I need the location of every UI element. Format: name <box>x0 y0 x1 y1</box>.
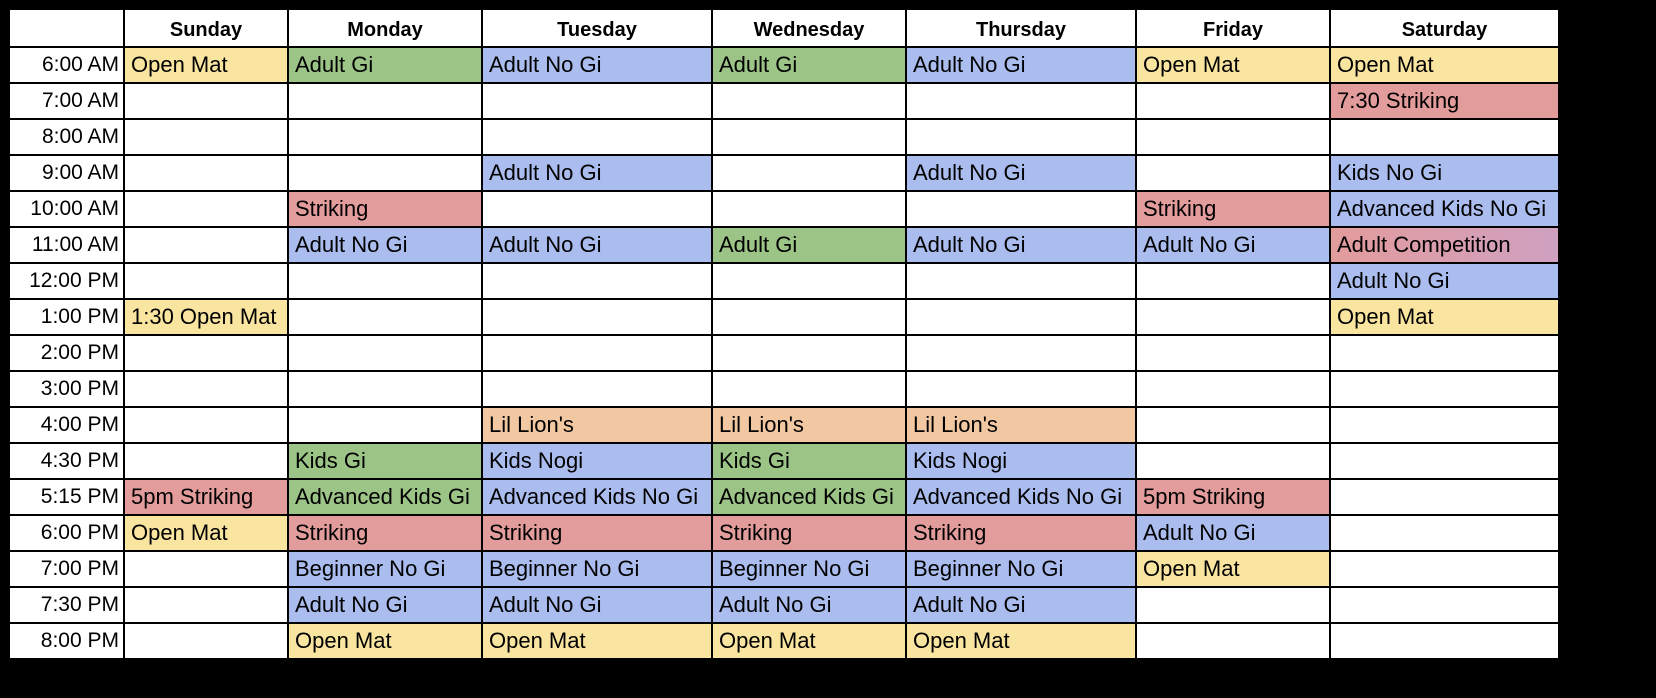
empty-cell <box>124 155 288 191</box>
empty-cell <box>482 119 712 155</box>
day-header-thursday: Thursday <box>906 9 1136 47</box>
time-label: 5:15 PM <box>9 479 124 515</box>
class-cell: Adult Gi <box>712 47 906 83</box>
table-row <box>9 479 1559 515</box>
class-cell: Beginner No Gi <box>906 551 1136 587</box>
empty-cell <box>1330 119 1559 155</box>
class-cell: Adult No Gi <box>906 47 1136 83</box>
empty-cell <box>1136 263 1330 299</box>
table-row <box>9 47 1559 83</box>
class-cell: Adult Gi <box>712 227 906 263</box>
class-cell: Open Mat <box>1136 47 1330 83</box>
time-label: 7:30 PM <box>9 587 124 623</box>
table-row <box>9 443 1559 479</box>
empty-cell <box>124 623 288 659</box>
empty-cell <box>124 83 288 119</box>
empty-cell <box>906 191 1136 227</box>
class-cell: Beginner No Gi <box>482 551 712 587</box>
class-cell: Kids Nogi <box>906 443 1136 479</box>
day-header-monday: Monday <box>288 9 482 47</box>
empty-cell <box>1330 551 1559 587</box>
day-header-tuesday: Tuesday <box>482 9 712 47</box>
time-label: 6:00 AM <box>9 47 124 83</box>
empty-cell <box>124 119 288 155</box>
table-row <box>9 515 1559 551</box>
class-cell: Adult Gi <box>288 47 482 83</box>
time-label: 11:00 AM <box>9 227 124 263</box>
empty-cell <box>1330 515 1559 551</box>
table-row <box>9 371 1559 407</box>
table-row <box>9 83 1559 119</box>
empty-cell <box>288 299 482 335</box>
table-row <box>9 299 1559 335</box>
empty-cell <box>288 407 482 443</box>
day-header-friday: Friday <box>1136 9 1330 47</box>
table-row <box>9 407 1559 443</box>
empty-cell <box>1330 587 1559 623</box>
class-cell: Lil Lion's <box>482 407 712 443</box>
class-cell: 5pm Striking <box>124 479 288 515</box>
empty-cell <box>1330 335 1559 371</box>
class-cell: Adult No Gi <box>1136 227 1330 263</box>
empty-cell <box>288 119 482 155</box>
empty-cell <box>288 155 482 191</box>
class-cell: Striking <box>906 515 1136 551</box>
table-row <box>9 263 1559 299</box>
class-cell: Beginner No Gi <box>712 551 906 587</box>
empty-cell <box>1330 407 1559 443</box>
table-row <box>9 335 1559 371</box>
empty-cell <box>712 263 906 299</box>
table-row <box>9 119 1559 155</box>
corner-cell <box>9 9 124 47</box>
class-cell: 1:30 Open Mat <box>124 299 288 335</box>
class-cell: Open Mat <box>124 47 288 83</box>
empty-cell <box>482 335 712 371</box>
empty-cell <box>1330 479 1559 515</box>
time-label: 6:00 PM <box>9 515 124 551</box>
class-cell: Adult No Gi <box>712 587 906 623</box>
class-cell: Striking <box>1136 191 1330 227</box>
table-row <box>9 155 1559 191</box>
class-cell: Kids No Gi <box>1330 155 1559 191</box>
empty-cell <box>712 155 906 191</box>
class-cell: Adult No Gi <box>1136 515 1330 551</box>
class-cell: Adult No Gi <box>482 155 712 191</box>
class-cell: Striking <box>288 515 482 551</box>
class-cell: Kids Gi <box>712 443 906 479</box>
empty-cell <box>482 83 712 119</box>
class-cell: Open Mat <box>124 515 288 551</box>
empty-cell <box>124 443 288 479</box>
empty-cell <box>482 371 712 407</box>
empty-cell <box>288 335 482 371</box>
class-cell: Adult No Gi <box>482 587 712 623</box>
empty-cell <box>288 83 482 119</box>
class-cell: Adult No Gi <box>288 587 482 623</box>
empty-cell <box>1136 623 1330 659</box>
empty-cell <box>288 371 482 407</box>
empty-cell <box>1330 443 1559 479</box>
empty-cell <box>288 263 482 299</box>
class-cell: Adult No Gi <box>482 47 712 83</box>
empty-cell <box>124 407 288 443</box>
class-cell: Advanced Kids Gi <box>712 479 906 515</box>
class-cell: Open Mat <box>1136 551 1330 587</box>
time-label: 12:00 PM <box>9 263 124 299</box>
time-label: 9:00 AM <box>9 155 124 191</box>
empty-cell <box>906 119 1136 155</box>
class-schedule-table <box>8 8 1560 660</box>
time-label: 1:00 PM <box>9 299 124 335</box>
class-cell: Advanced Kids Gi <box>288 479 482 515</box>
class-cell: Striking <box>288 191 482 227</box>
empty-cell <box>482 191 712 227</box>
class-cell: Lil Lion's <box>906 407 1136 443</box>
class-cell: Advanced Kids No Gi <box>482 479 712 515</box>
empty-cell <box>906 335 1136 371</box>
class-cell: Adult No Gi <box>906 227 1136 263</box>
class-cell: Open Mat <box>1330 299 1559 335</box>
class-cell: Lil Lion's <box>712 407 906 443</box>
empty-cell <box>1136 83 1330 119</box>
empty-cell <box>124 335 288 371</box>
table-row <box>9 191 1559 227</box>
empty-cell <box>1136 155 1330 191</box>
empty-cell <box>1136 335 1330 371</box>
class-cell: Adult No Gi <box>906 155 1136 191</box>
time-label: 4:00 PM <box>9 407 124 443</box>
class-cell: Striking <box>712 515 906 551</box>
day-header-sunday: Sunday <box>124 9 288 47</box>
empty-cell <box>906 371 1136 407</box>
empty-cell <box>712 335 906 371</box>
empty-cell <box>712 191 906 227</box>
empty-cell <box>712 371 906 407</box>
empty-cell <box>1330 623 1559 659</box>
class-cell: Kids Nogi <box>482 443 712 479</box>
class-cell: Adult No Gi <box>906 587 1136 623</box>
class-cell: 5pm Striking <box>1136 479 1330 515</box>
empty-cell <box>482 299 712 335</box>
time-label: 7:00 PM <box>9 551 124 587</box>
empty-cell <box>712 83 906 119</box>
class-cell: Beginner No Gi <box>288 551 482 587</box>
time-label: 8:00 AM <box>9 119 124 155</box>
table-row <box>9 587 1559 623</box>
empty-cell <box>1136 443 1330 479</box>
class-cell: Open Mat <box>1330 47 1559 83</box>
table-row <box>9 551 1559 587</box>
header-row <box>9 9 1559 47</box>
day-header-wednesday: Wednesday <box>712 9 906 47</box>
empty-cell <box>482 263 712 299</box>
empty-cell <box>906 263 1136 299</box>
class-cell: Kids Gi <box>288 443 482 479</box>
empty-cell <box>712 299 906 335</box>
class-cell: Open Mat <box>482 623 712 659</box>
empty-cell <box>124 263 288 299</box>
schedule-body <box>9 47 1559 659</box>
empty-cell <box>124 587 288 623</box>
time-label: 3:00 PM <box>9 371 124 407</box>
time-label: 10:00 AM <box>9 191 124 227</box>
empty-cell <box>712 119 906 155</box>
class-cell: Advanced Kids No Gi <box>906 479 1136 515</box>
class-cell: Open Mat <box>288 623 482 659</box>
class-cell: Adult Competition <box>1330 227 1559 263</box>
class-cell: Adult No Gi <box>1330 263 1559 299</box>
empty-cell <box>1136 407 1330 443</box>
time-label: 4:30 PM <box>9 443 124 479</box>
empty-cell <box>1330 371 1559 407</box>
empty-cell <box>1136 587 1330 623</box>
time-label: 7:00 AM <box>9 83 124 119</box>
schedule-container <box>8 8 1560 660</box>
class-cell: 7:30 Striking <box>1330 83 1559 119</box>
class-cell: Advanced Kids No Gi <box>1330 191 1559 227</box>
class-cell: Open Mat <box>712 623 906 659</box>
table-row <box>9 623 1559 659</box>
empty-cell <box>1136 371 1330 407</box>
empty-cell <box>906 299 1136 335</box>
table-row <box>9 227 1559 263</box>
empty-cell <box>124 551 288 587</box>
empty-cell <box>906 83 1136 119</box>
time-label: 8:00 PM <box>9 623 124 659</box>
class-cell: Adult No Gi <box>288 227 482 263</box>
empty-cell <box>1136 299 1330 335</box>
empty-cell <box>124 371 288 407</box>
class-cell: Adult No Gi <box>482 227 712 263</box>
day-header-saturday: Saturday <box>1330 9 1559 47</box>
empty-cell <box>1136 119 1330 155</box>
class-cell: Striking <box>482 515 712 551</box>
time-label: 2:00 PM <box>9 335 124 371</box>
empty-cell <box>124 227 288 263</box>
empty-cell <box>124 191 288 227</box>
class-cell: Open Mat <box>906 623 1136 659</box>
